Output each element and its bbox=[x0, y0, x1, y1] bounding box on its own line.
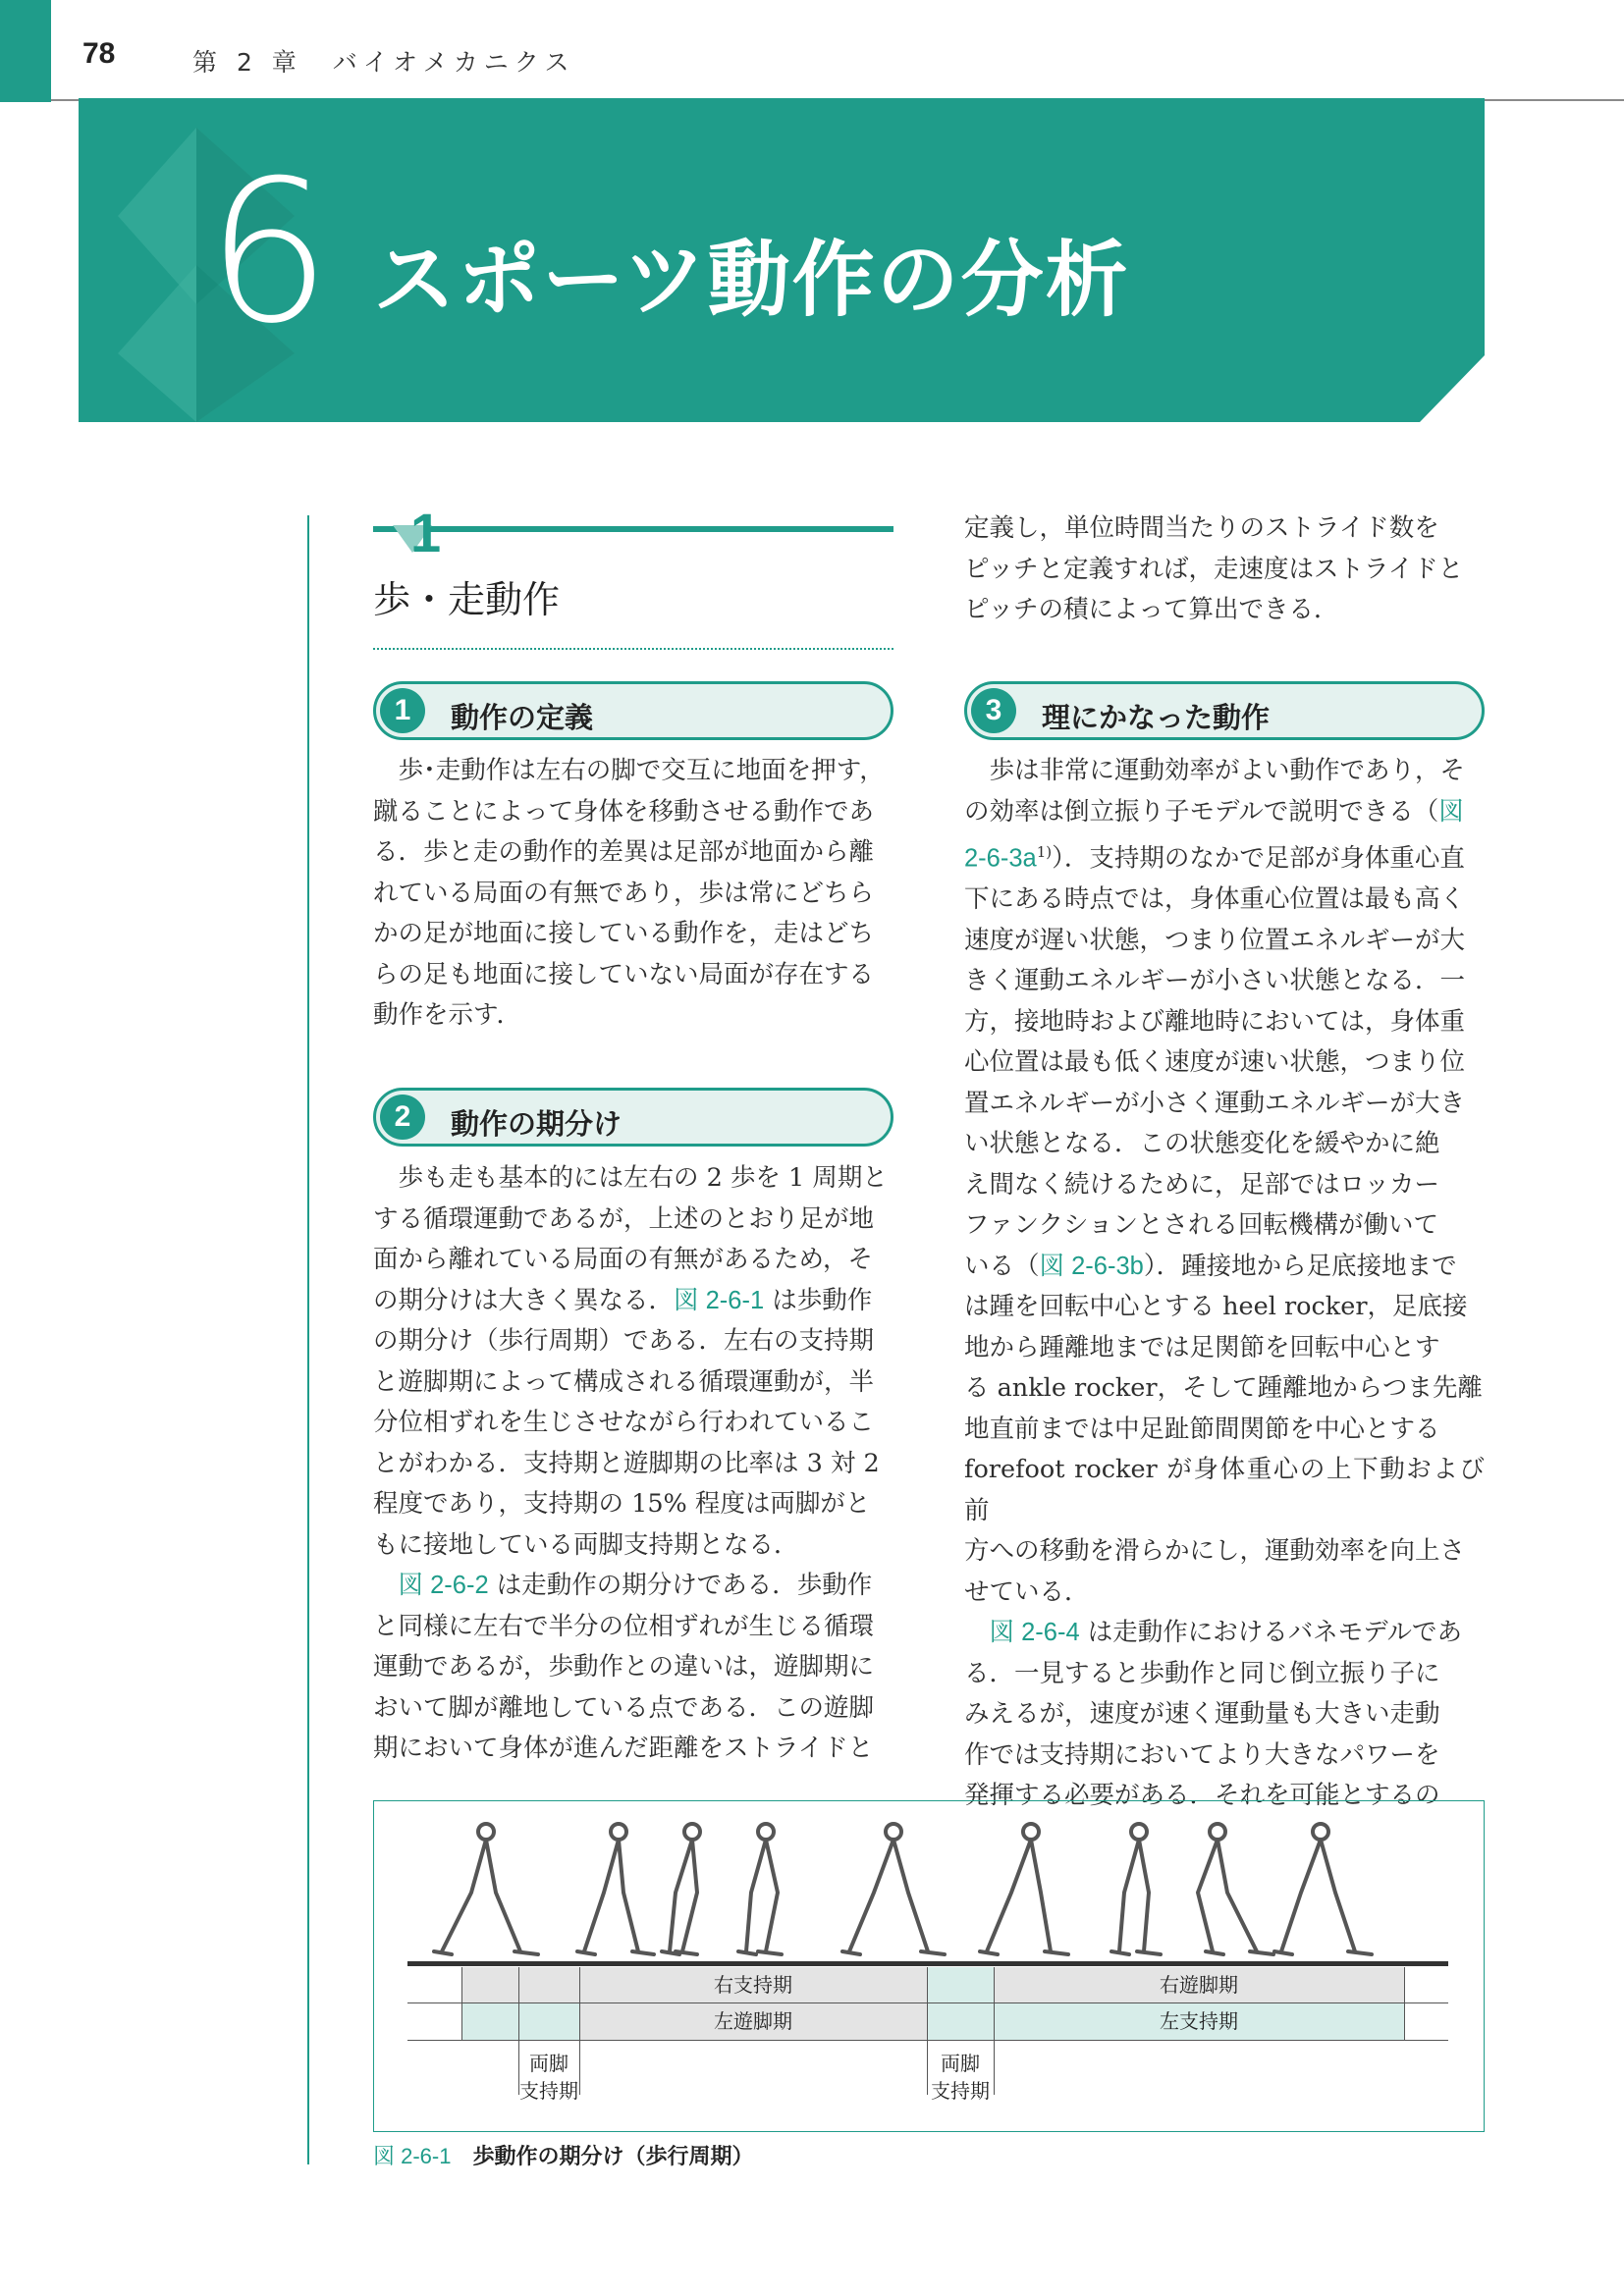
subsection-heading-3 bbox=[964, 681, 1485, 740]
table-divider bbox=[579, 1967, 580, 2095]
margin-line bbox=[307, 515, 309, 2164]
subsection-number: 3 bbox=[971, 688, 1016, 733]
walker-figure-1 bbox=[434, 1824, 538, 1954]
gait-skeleton-illustration bbox=[412, 1814, 1453, 1961]
section-number: 1 bbox=[410, 502, 442, 563]
caption-figure-number: 図 2-6-1 bbox=[373, 2144, 452, 2168]
double-support-label-1: 両脚 支持期 bbox=[519, 2052, 578, 2103]
left-swing-phase: 左遊脚期 bbox=[579, 2003, 927, 2040]
page-number: 78 bbox=[82, 37, 116, 70]
walker-figure-9 bbox=[1274, 1824, 1372, 1954]
table-rule bbox=[407, 2040, 1448, 2041]
figure-reference[interactable]: 2-6-3a bbox=[964, 844, 1037, 873]
subsection-number: 1 bbox=[380, 688, 425, 733]
walker-figure-4 bbox=[738, 1824, 782, 1954]
table-divider bbox=[461, 1967, 462, 2040]
figure-reference[interactable]: 図 2-6-3b bbox=[1039, 1252, 1144, 1280]
phase-cell bbox=[518, 2003, 579, 2040]
table-divider bbox=[1404, 1967, 1405, 2040]
dotted-divider bbox=[373, 648, 893, 650]
walker-figure-2 bbox=[577, 1824, 654, 1954]
paragraph-continued: 定義し，単位時間当たりのストライド数を ピッチと定義すれば，走速度はストライドと ピッチの積によって算出できる． bbox=[964, 513, 1464, 624]
phase-cell bbox=[927, 1967, 994, 2002]
figure-caption bbox=[373, 2140, 754, 2170]
ground-line bbox=[407, 1961, 1448, 1966]
paragraph-phases: 歩も走も基本的には左右の 2 歩を 1 周期と する循環運動であるが，上述のとおり足が地 面から離れている局面の有無があるため，そ の期分けは大きく異なる．図 2-6-1 は歩動作 の期分け（歩行周期）である．左右の支持期 と遊脚期によって構成される循環運動が，半 分位相ずれを生じさせながら行われているこ とがわかる．支持期と遊脚期の比率は 3 対 2 程度であり，支持期の 15% 程度は両脚がと もに接地している両脚支持期となる． 図 2-6-2 は走動作の期分けである．歩動作 と同様に左右で半分の位相ずれが生じる循環 運動であるが，歩動作との違いは，遊脚期に おいて脚が離地している点である．この遊脚 期において身体が進んだ距離をストライドと bbox=[373, 1163, 888, 1763]
walker-figure-6 bbox=[980, 1824, 1068, 1954]
subsection-number: 2 bbox=[380, 1095, 425, 1140]
figure-reference[interactable]: 図 2-6-4 bbox=[989, 1619, 1080, 1646]
subsection-title: 動作の定義 bbox=[451, 701, 594, 734]
chapter-tab bbox=[0, 0, 51, 102]
right-stance-phase: 右支持期 bbox=[579, 1967, 927, 2002]
right-swing-phase: 右遊脚期 bbox=[994, 1967, 1404, 2002]
figure-reference[interactable]: 図 2-6-1 bbox=[674, 1286, 765, 1314]
page-title: スポーツ動作の分析 bbox=[373, 232, 1130, 328]
phase-cell bbox=[927, 2003, 994, 2040]
subsection-heading-1 bbox=[373, 681, 893, 740]
table-divider bbox=[994, 1967, 995, 2095]
double-support-label-2: 両脚 支持期 bbox=[931, 2052, 990, 2103]
subsection-heading-2 bbox=[373, 1088, 893, 1147]
left-stance-phase: 左支持期 bbox=[994, 2003, 1404, 2040]
subsection-title: 動作の期分け bbox=[451, 1107, 623, 1141]
walker-figure-5 bbox=[842, 1824, 945, 1954]
section-heading-rule bbox=[373, 515, 893, 555]
walker-figure-3 bbox=[662, 1824, 700, 1954]
paragraph-efficient-motion: 歩は非常に運動効率がよい動作であり，そ の効率は倒立振り子モデルで説明できる（図 $2-6-3a^{1)}$）．支持期のなかで足部が身体重心直 下にある時点では，身体重心位置は最も高く 速度が遅い状態，つまり位置エネルギーが大 きく運動エネルギーが小さい状態となる．一 方，接地時および離地時においては，身体重 心位置は最も低く速度が速い状態，つまり位 置エネルギーが小さく運動エネルギーが大き い状態となる．この状態変化を緩やかに絶 え間なく続けるために，足部ではロッカー ファンクションとされる回転機構が働いて いる（図 2-6-3b）．踵接地から足底接地まで は踵を回転中心とする heel rocker，足底接 地から踵離地までは足関節を回転中心とす る ankle rocker，そして踵離地からつま先離 地直前までは中足趾節間関節を中心とする forefoot rocker が身体重心の上下動および前 方への移動を滑らかにし，運動効率を向上さ せている． 図 2-6-4 は走動作におけるバネモデルであ る．一見すると歩動作と同じ倒立振り子に みえるが，速度が速く運動量も大きい走動 作では支持期においてより大きなパワーを 発揮する必要がある．それを可能とするの bbox=[964, 756, 1485, 1810]
running-head: 第 2 章 バイオメカニクス bbox=[192, 48, 575, 77]
phase-cell bbox=[518, 1967, 579, 2002]
subsection-title: 理にかなった動作 bbox=[1042, 701, 1271, 734]
chapter-section-number: 6 bbox=[206, 138, 332, 367]
phase-cell bbox=[461, 1967, 518, 2002]
phase-cell bbox=[461, 2003, 518, 2040]
caption-text: 歩動作の期分け（歩行周期） bbox=[472, 2144, 754, 2168]
figure-reference[interactable]: 図 2-6-2 bbox=[398, 1572, 489, 1599]
walker-figure-8 bbox=[1198, 1824, 1273, 1954]
section-title: 歩・走動作 bbox=[373, 578, 561, 621]
figure-reference[interactable]: 図 bbox=[1438, 797, 1464, 826]
paragraph-definition: 歩･走動作は左右の脚で交互に地面を押す， 蹴ることによって身体を移動させる動作であ る．歩と走の動作的差異は足部が地面から離 れている局面の有無であり，歩は常にどちら かの足が地面に接している動作を，走はどち らの足も地面に接していない局面が存在する 動作を示す． bbox=[373, 756, 885, 1030]
walker-figure-7 bbox=[1111, 1824, 1161, 1954]
